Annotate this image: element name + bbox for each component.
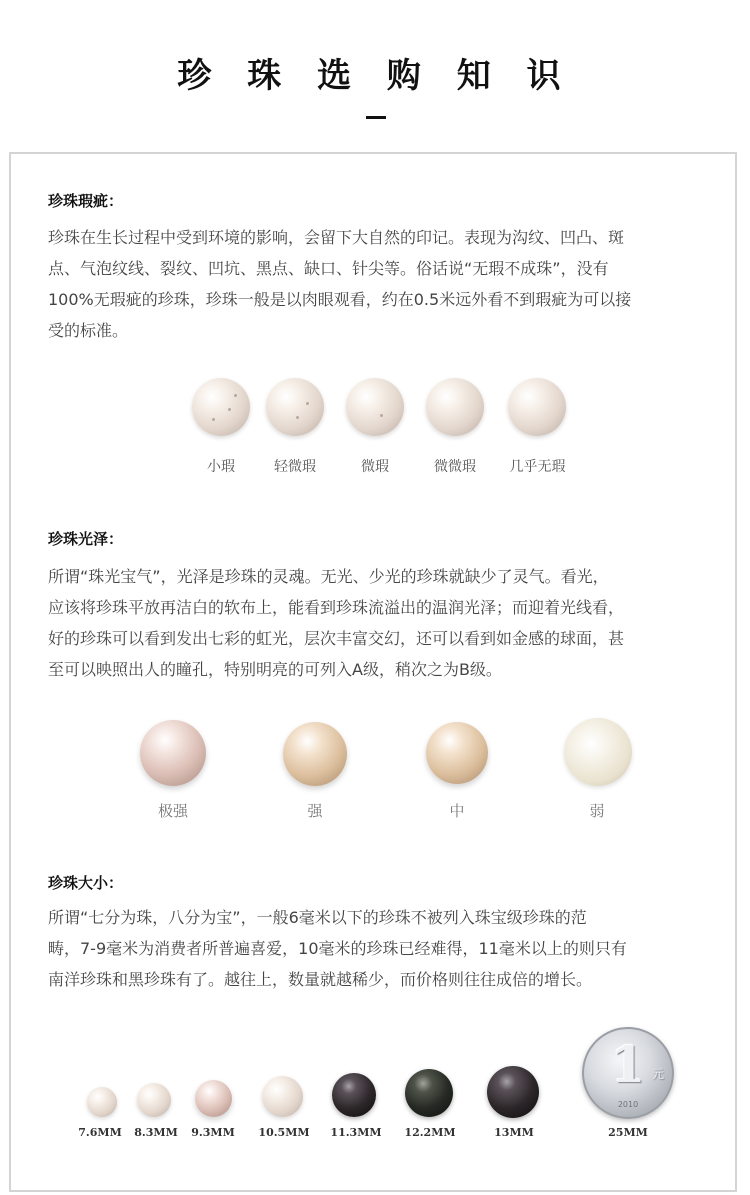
pearl-image-size-10-5 xyxy=(262,1076,303,1117)
luster-section-title: 珍珠光泽： xyxy=(48,530,124,548)
pearl-image-blemish-4 xyxy=(426,378,484,436)
pearl-image-luster-4 xyxy=(564,718,632,786)
size-label: 13MM xyxy=(494,1126,534,1139)
luster-paragraph xyxy=(48,561,708,685)
pearl-image-luster-3 xyxy=(426,722,488,784)
pearl-image-blemish-1 xyxy=(192,378,250,436)
blemish-line: 受的标准。 xyxy=(48,321,129,340)
luster-grade-label: 中 xyxy=(449,802,465,820)
coin-image xyxy=(582,1027,674,1119)
blemish-section-title: 珍珠瑕疵： xyxy=(48,192,124,210)
blemish-line: 珍珠在生长过程中受到环境的影响，会留下大自然的印记。表现为沟纹、凹凸、斑 xyxy=(48,228,625,247)
luster-line: 好的珍珠可以看到发出七彩的虹光，层次丰富交幻，还可以看到如金感的球面，甚 xyxy=(48,629,625,648)
title-underline xyxy=(366,116,386,119)
size-label: 25MM xyxy=(608,1126,648,1139)
grade-label: 轻微瑕 xyxy=(274,459,316,475)
coin-numeral: 1 xyxy=(610,1035,646,1094)
size-label: 10.5MM xyxy=(258,1126,310,1139)
blemish-paragraph xyxy=(48,222,708,346)
luster-line: 应该将珍珠平放再洁白的软布上，能看到珍珠流溢出的温润光泽；而迎着光线看， xyxy=(48,598,625,617)
size-line: 畴，7-9毫米为消费者所普遍喜爱，10毫米的珍珠已经难得，11毫米以上的则只有 xyxy=(48,939,627,958)
luster-grade-label: 极强 xyxy=(157,802,188,820)
pearl-image-blemish-2 xyxy=(266,378,324,436)
pearl-image-size-8-3 xyxy=(137,1083,171,1117)
grade-label: 微微瑕 xyxy=(434,459,476,475)
grade-label: 微瑕 xyxy=(361,459,389,475)
pearl-image-size-9-3 xyxy=(195,1080,232,1117)
pearl-image-luster-2 xyxy=(283,722,347,786)
coin-year: 2010 xyxy=(617,1100,639,1109)
size-section-title: 珍珠大小： xyxy=(48,874,124,892)
pearl-image-luster-1 xyxy=(140,720,206,786)
size-label: 11.3MM xyxy=(330,1126,382,1139)
pearl-image-size-13 xyxy=(487,1066,539,1118)
pearl-image-size-12-2 xyxy=(405,1069,453,1117)
coin-unit: 元 xyxy=(651,1067,664,1081)
size-line: 南洋珍珠和黑珍珠有了。越往上，数量就越稀少，而价格则往往成倍的增长。 xyxy=(48,970,593,989)
grade-label: 几乎无瑕 xyxy=(509,459,566,475)
size-label: 7.6MM xyxy=(78,1126,122,1139)
pearl-image-blemish-3 xyxy=(346,378,404,436)
luster-line: 至可以映照出人的瞳孔，特别明亮的可列入A级，稍次之为B级。 xyxy=(48,660,502,679)
pearl-image-size-7-6 xyxy=(87,1087,117,1117)
blemish-line: 100%无瑕疵的珍珠，珍珠一般是以肉眼观看，约在0.5米远外看不到瑕疵为可以接 xyxy=(48,290,632,309)
luster-grade-label: 弱 xyxy=(589,802,605,820)
size-paragraph xyxy=(48,902,708,995)
pearl-image-size-11-3 xyxy=(332,1073,376,1117)
size-label: 12.2MM xyxy=(404,1126,456,1139)
pearl-image-blemish-5 xyxy=(508,378,566,436)
blemish-line: 点、气泡纹线、裂纹、凹坑、黑点、缺口、针尖等。俗话说“无瑕不成珠”，没有 xyxy=(48,259,609,278)
page-title: 珍 珠 选 购 知 识 xyxy=(177,56,573,96)
luster-line: 所谓“珠光宝气”，光泽是珍珠的灵魂。无光、少光的珍珠就缺少了灵气。看光， xyxy=(48,567,609,586)
size-label: 9.3MM xyxy=(191,1126,235,1139)
size-line: 所谓“七分为珠，八分为宝”，一般6毫米以下的珍珠不被列入珠宝级珍珠的范 xyxy=(48,908,587,927)
grade-label: 小瑕 xyxy=(207,459,235,475)
size-label: 8.3MM xyxy=(134,1126,178,1139)
luster-grade-label: 强 xyxy=(307,802,323,820)
